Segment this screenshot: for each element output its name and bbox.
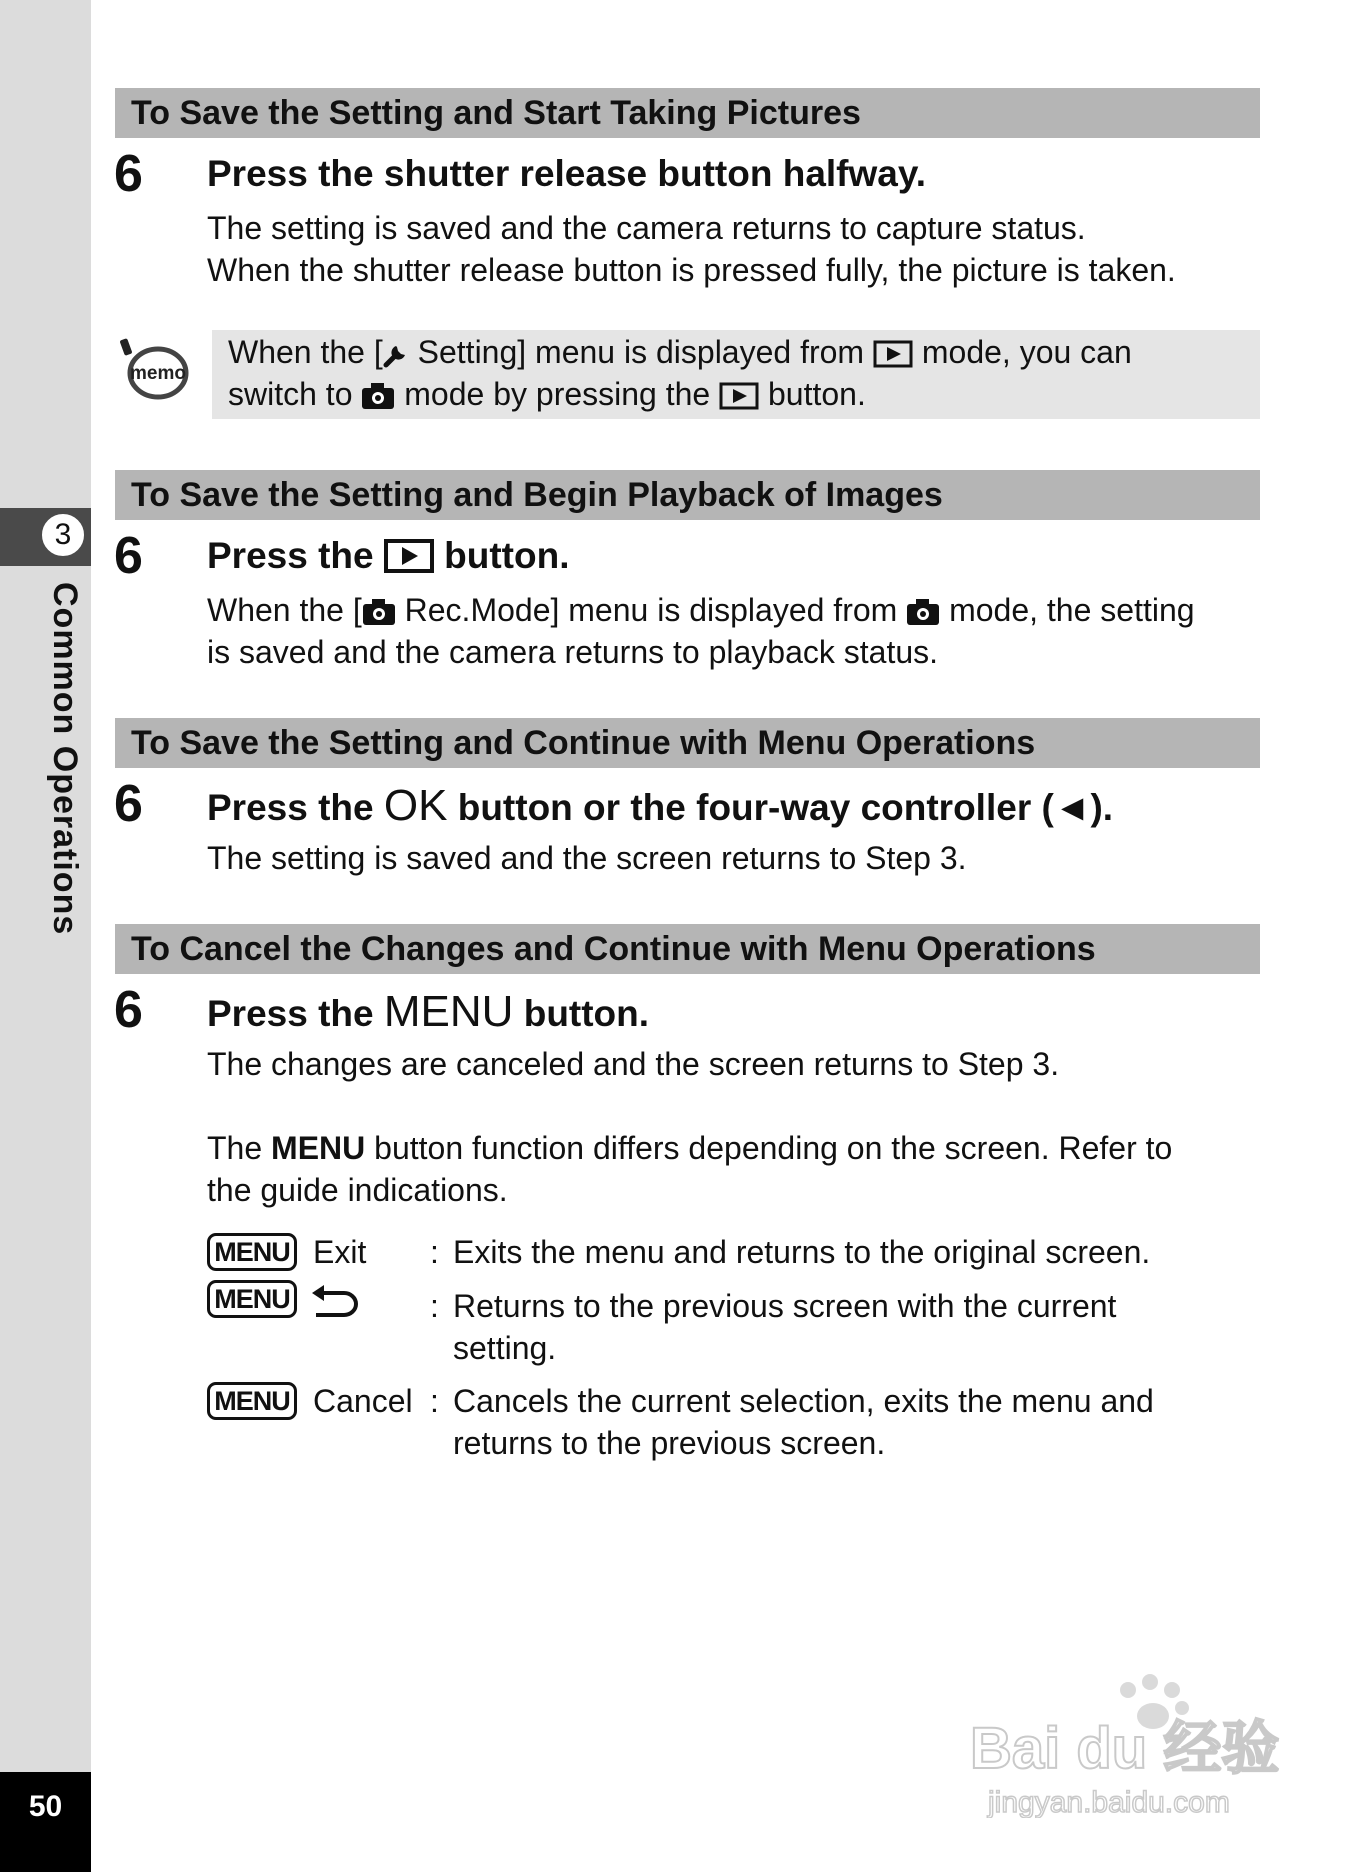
chapter-number: 3	[40, 512, 86, 558]
step-description-line: The setting is saved and the screen returns to Step 3.	[207, 840, 967, 876]
playback-icon	[384, 539, 434, 573]
section-header-continue-menu: To Save the Setting and Continue with Menu Operations	[115, 718, 1260, 768]
guide-colon: :	[430, 1234, 439, 1270]
step-description-line: The setting is saved and the camera returns to capture status.	[207, 210, 1086, 246]
guide-description: Exits the menu and returns to the original screen.	[453, 1234, 1151, 1270]
menu-key-badge: MENU	[207, 1382, 297, 1420]
playback-icon	[873, 340, 913, 368]
watermark-logo-text: Bai du 经验	[970, 1716, 1280, 1781]
step-description-line: When the [ Rec.Mode] menu is displayed from mode, the setting	[207, 592, 1195, 628]
watermark-url: jingyan.baidu.com	[988, 1786, 1230, 1818]
sidebar	[0, 0, 91, 1872]
memo-icon	[118, 333, 190, 405]
return-arrow-icon	[310, 1283, 362, 1317]
step-description-line: When the shutter release button is pressed fully, the picture is taken.	[207, 252, 1176, 288]
guide-description: returns to the previous screen.	[453, 1425, 886, 1461]
menu-key-badge: MENU	[207, 1280, 297, 1318]
camera-icon	[906, 598, 940, 626]
step-number: 6	[114, 775, 143, 833]
svg-text:memo: memo	[130, 363, 186, 384]
step-title: Press the OK button or the four-way controller (◄).	[207, 781, 1114, 830]
camera-icon	[362, 598, 396, 626]
step-description-line: The changes are canceled and the screen returns to Step 3.	[207, 1046, 1060, 1082]
guide-colon: :	[430, 1383, 439, 1419]
guide-label: Cancel	[313, 1383, 413, 1419]
section-header-begin-playback: To Save the Setting and Begin Playback of Images	[115, 470, 1260, 520]
step-number: 6	[114, 527, 143, 585]
guide-description: Returns to the previous screen with the current	[453, 1288, 1117, 1324]
left-arrow-icon: ◄	[1053, 787, 1091, 828]
step-description-line: is saved and the camera returns to playback status.	[207, 634, 939, 670]
step-title: Press the button.	[207, 535, 570, 576]
memo-note: When the [ Setting] menu is displayed from mode, you can switch to mode by pressing the button.	[212, 330, 1260, 419]
section-header-start-taking: To Save the Setting and Start Taking Pictures	[115, 88, 1260, 138]
guide-description: setting.	[453, 1330, 557, 1366]
menu-key-label: MENU	[383, 987, 514, 1036]
chapter-title: Common Operations	[46, 582, 84, 936]
guide-description: Cancels the current selection, exits the menu and	[453, 1383, 1154, 1419]
page-number: 50	[28, 1790, 63, 1823]
ok-key-label: OK	[383, 781, 448, 830]
playback-icon	[719, 382, 759, 410]
menu-note-line: The MENU button function differs depending on the screen. Refer to	[207, 1130, 1173, 1166]
menu-key-badge: MENU	[207, 1233, 297, 1271]
step-number: 6	[114, 145, 143, 203]
menu-note-line: the guide indications.	[207, 1172, 508, 1208]
menu-key-label: MENU	[271, 1130, 366, 1166]
baidu-watermark	[968, 1668, 1288, 1818]
step-number: 6	[114, 981, 143, 1039]
camera-icon	[361, 382, 395, 410]
guide-colon: :	[430, 1288, 439, 1324]
guide-label: Exit	[313, 1234, 367, 1270]
section-header-cancel-changes: To Cancel the Changes and Continue with Menu Operations	[115, 924, 1260, 974]
wrench-icon	[383, 342, 409, 368]
step-title: Press the shutter release button halfway.	[207, 153, 926, 194]
step-title: Press the MENU button.	[207, 987, 650, 1036]
